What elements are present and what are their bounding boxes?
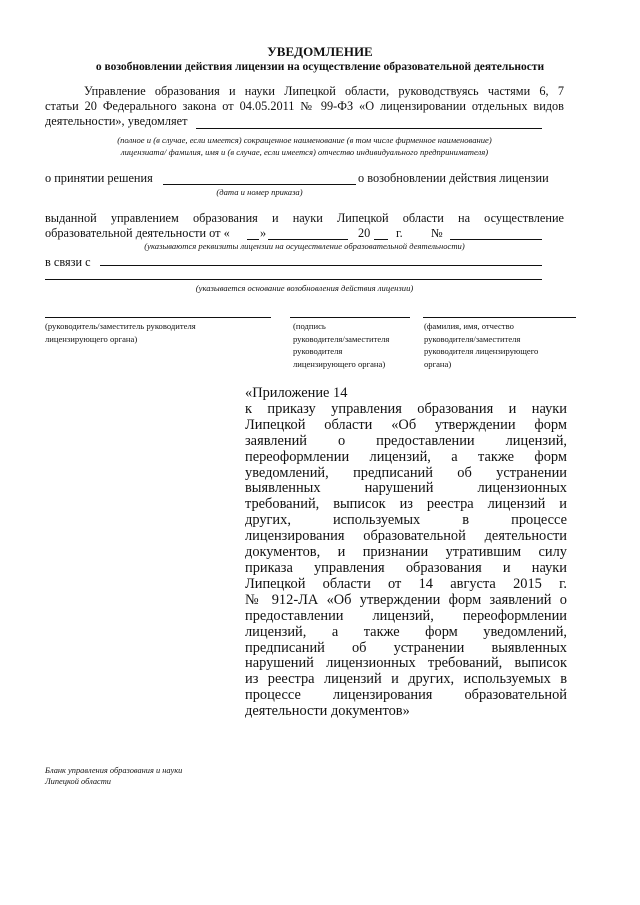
- appendix-line: требований, выписок из реестра лицензий и: [245, 496, 567, 513]
- caption-line: (подпись: [293, 321, 326, 331]
- reason-prefix: в связи с: [45, 255, 91, 269]
- letterhead-label: [45, 765, 182, 787]
- note-decision: (дата и номер приказа): [216, 187, 303, 197]
- appendix-line: деятельности документов»: [245, 703, 410, 720]
- appendix-line: лицензирования образовательной деятельности: [245, 528, 567, 545]
- caption-line: руководителя: [293, 346, 343, 356]
- decision-field-line[interactable]: [163, 184, 356, 185]
- appendix-line: уведомлений, предписаний об устранении: [245, 464, 567, 481]
- document-subtitle: о возобновлении действия лицензии на осуществление образовательной деятельности: [95, 61, 545, 73]
- intro-line-3: деятельности», уведомляет: [45, 114, 188, 128]
- appendix-line: предписаний об устранении выявленных: [245, 639, 567, 656]
- signature-caption-position: [45, 320, 196, 345]
- issued-year-prefix: 20: [358, 226, 371, 240]
- signature-line-sign[interactable]: [290, 317, 410, 318]
- issued-line-2-prefix: образовательной деятельности от «: [45, 226, 230, 240]
- appendix-line: Липецкой области «Об утверждении форм: [245, 416, 567, 433]
- appendix-line: других, используемых в процессе: [245, 512, 567, 529]
- appendix-line: лицензий, а также форм уведомлений,: [245, 623, 567, 640]
- caption-line: руководителя/заместителя: [424, 333, 521, 344]
- note-reason: (указывается основание возобновления действия лицензии): [195, 283, 414, 293]
- decision-prefix: о принятии решения: [45, 171, 153, 185]
- appendix-line: предоставлении лицензий, переоформлении: [245, 607, 567, 624]
- caption-line: (фамилия, имя, отчество: [424, 321, 514, 331]
- signature-line-position[interactable]: [45, 317, 271, 318]
- signature-line-fullname[interactable]: [423, 317, 576, 318]
- intro-line-1: Управление образования и науки Липецкой области, руководствуясь частями 6, 7: [84, 84, 564, 98]
- caption-line: органа): [424, 358, 452, 369]
- letterhead-line: Бланк управления образования и науки: [45, 766, 183, 775]
- reason-field-line-1[interactable]: [100, 265, 542, 266]
- letterhead-line: Липецкой области: [45, 777, 111, 786]
- caption-line: лицензирующего органа): [45, 333, 138, 344]
- caption-line: (руководитель/заместитель руководителя: [45, 321, 196, 331]
- issued-number-sign: №: [431, 226, 443, 240]
- appendix-line: из реестра лицензий и других, используемых в: [245, 671, 567, 688]
- document-title: УВЕДОМЛЕНИЕ: [267, 44, 373, 59]
- issued-line-1: выданной управлением образования и науки Липецкой области на осуществление: [45, 211, 564, 225]
- appendix-line: документов, и признании утратившим силу: [245, 544, 567, 561]
- intro-line-2: статьи 20 Федерального закона от 04.05.2011 № 99-ФЗ «О лицензировании отдельных видов: [45, 99, 564, 113]
- issued-year-suffix: г.: [396, 226, 403, 240]
- appendix-reference: [245, 386, 567, 720]
- appendix-line: переоформлении лицензий, а также форм: [245, 448, 567, 465]
- caption-line: руководителя лицензирующего: [424, 346, 539, 356]
- issued-quote-close: »: [260, 226, 267, 240]
- appendix-line: нарушений лицензионных требований, выписок: [245, 655, 567, 672]
- caption-line: руководителя/заместителя: [293, 333, 390, 344]
- appendix-line: приказа управления образования и науки: [245, 559, 567, 576]
- appendix-line: Липецкой области от 14 августа 2015 г.: [245, 575, 567, 592]
- note-licensee-1: (полное и (в случае, если имеется) сокращенное наименование (в том числе фирменное наименование): [117, 135, 492, 145]
- appendix-line: выявленных нарушений лицензионных: [245, 480, 567, 497]
- note-licensee-2: лицензиата/ фамилия, имя и (в случае, если имеется) отчество индивидуального предпринимателя): [120, 147, 489, 157]
- caption-line: лицензирующего органа): [293, 358, 386, 369]
- reason-field-line-2[interactable]: [45, 279, 542, 280]
- appendix-line: процессе лицензирования образовательной: [245, 687, 567, 704]
- note-issued: (указываются реквизиты лицензии на осуществление образовательной деятельности): [144, 241, 465, 251]
- appendix-line: заявлений о предоставлении лицензий,: [245, 432, 567, 449]
- appendix-line: «Приложение 14: [245, 385, 348, 401]
- licensee-field-line[interactable]: [196, 128, 542, 129]
- appendix-line: к приказу управления образования и науки: [245, 400, 567, 417]
- signature-caption-sign: [293, 320, 389, 370]
- appendix-line: № 912-ЛА «Об утверждении форм заявлений о: [245, 591, 567, 608]
- signature-caption-fullname: [424, 320, 538, 370]
- decision-suffix: о возобновлении действия лицензии: [358, 171, 549, 185]
